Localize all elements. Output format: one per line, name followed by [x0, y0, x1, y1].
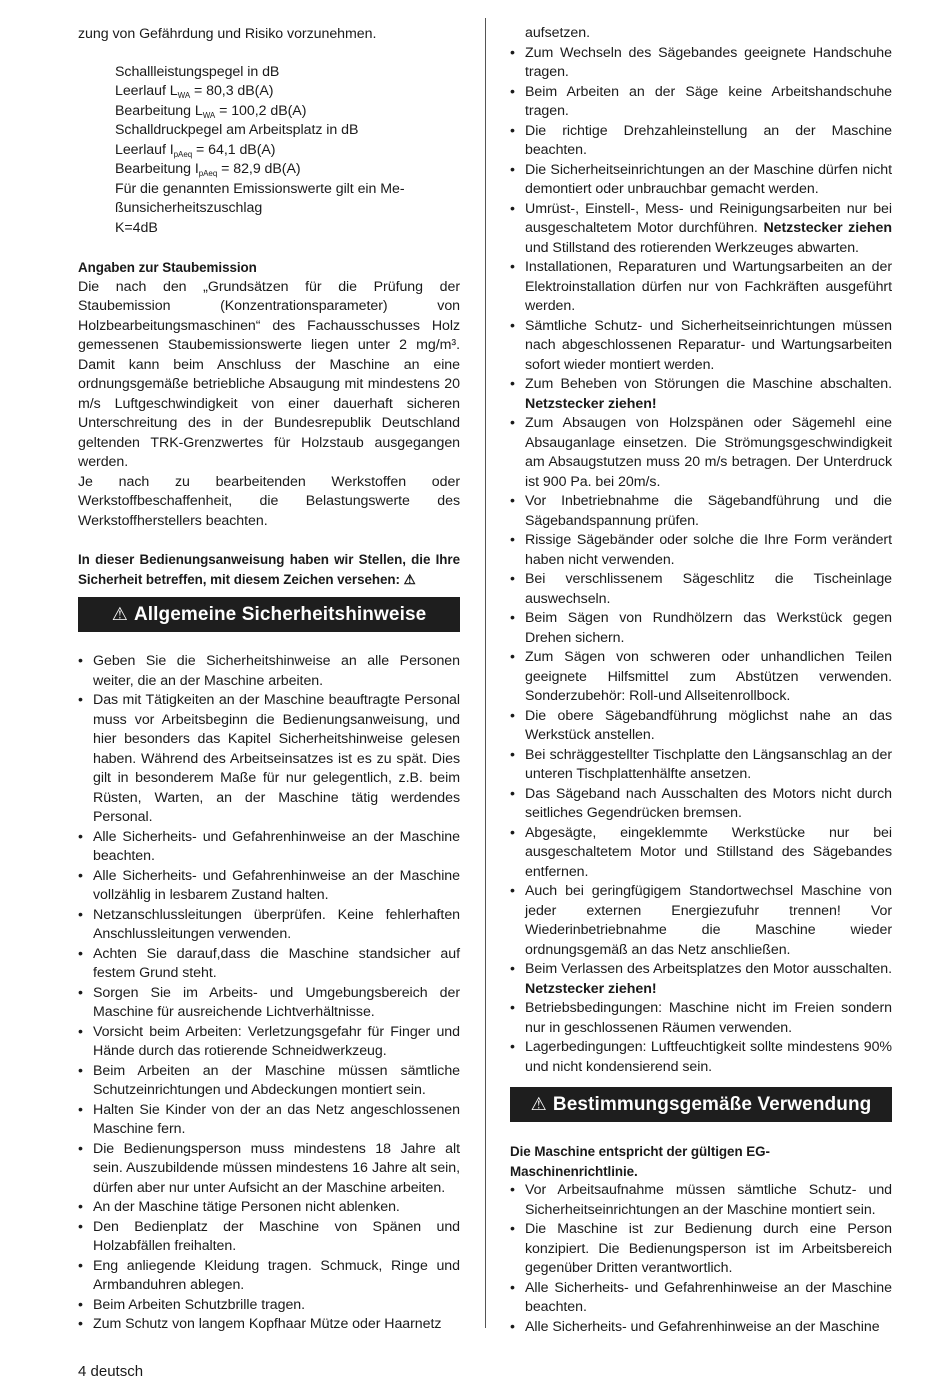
list-item: • Zum Schutz von langem Kopfhaar Mütze oder Haarnetz [78, 1315, 460, 1335]
intended-use-list [510, 1181, 892, 1337]
general-safety-banner [78, 597, 460, 632]
list-item: • Lagerbedingungen: Luftfeuchtigkeit sollte mindestens 90% und nicht kondensierend sein. [510, 1038, 892, 1077]
list-item: • An der Maschine tätige Personen nicht ablenken. [78, 1198, 460, 1218]
list-item: • Die Bedienungsperson muss mindestens 18 Jahre alt sein. Auszubildende müssen mindestens 16 Jahre alt sein, dürfen aber nur unter Aufsicht an der Maschine arbeiten. [78, 1140, 460, 1199]
list-item: • Sorgen Sie im Arbeits- und Umgebungsbereich der Maschine für ausreichende Lichtverhältnisse. [78, 984, 460, 1023]
list-item: • Rissige Sägebänder oder solche die Ihre Form verändert haben nicht verwenden. [510, 531, 892, 570]
list-item: • Auch bei geringfügigem Standortwechsel Maschine von jeder externen Energiezufuhr trennen! Vor Wiederinbetriebnahme die Maschine wieder ordnungsgemäß an das Netz anschließen. [510, 882, 892, 960]
list-item: • Beim Arbeiten an der Säge keine Arbeitshandschuhe tragen. [510, 83, 892, 122]
list-item: • Installationen, Reparaturen und Wartungsarbeiten an der Elektroinstallation dürfen nur von Fachkräften ausgeführt werden. [510, 258, 892, 317]
list-item: • Zum Beheben von Störungen die Maschine abschalten. Netzstecker ziehen! [510, 375, 892, 414]
noise-line: ßunsicherheitszuschlag [115, 200, 263, 216]
general-safety-list-continued [510, 44, 892, 1078]
list-item: • Die Sicherheitseinrichtungen an der Maschine dürfen nicht demontiert oder unbrauchbar gemacht werden. [510, 161, 892, 200]
list-item: • Netzanschlussleitungen überprüfen. Keine fehlerhaften Anschlussleitungen verwenden. [78, 906, 460, 945]
dust-section [78, 258, 460, 531]
noise-line: Bearbeitung $L_{WA} = 100,2$ dB(A) [115, 102, 307, 120]
dust-text: Die nach den „Grundsätzen für die Prüfung der Staubemission (Konzentrationsparameter) von Holzbearbeitungsmaschinen“ des Fachausschusses Holz gemessenen Staubemissionswerte liegen unter 2 mg/m³. Damit kann beim Anschluss der Maschine an eine ordnungsgemäße betriebliche Absaugung mit mindestens 20 m/s Luftgeschwindigkeit von einer dauerhaft sicheren Unterschreitung des in der Bundesrepublik Deutschland geltenden TRK-Grenzwertes für Holzstaub ausgegangen werden. [78, 278, 460, 470]
noise-line: Schalldruckpegel am Arbeitsplatz in dB [115, 122, 359, 138]
dust-text-2: Je nach zu bearbeitenden Werkstoffen oder Werkstoffbeschaffenheit, die Belastungswerte des Werkstoffherstellers beachten. [78, 473, 460, 529]
column-divider [485, 18, 486, 1328]
noise-line: Bearbeitung $I_{pAeq} = 82,9$ dB(A) [115, 161, 301, 178]
general-safety-list [78, 652, 460, 1335]
list-item: • Beim Arbeiten an der Maschine müssen sämtliche Schutzeinrichtungen und Abdeckungen montiert sein. [78, 1062, 460, 1101]
list-item: • Zum Sägen von schweren oder unhandlichen Teilen geeignete Hilfsmittel zum Abstützen verwenden. Sonderzubehör: Roll-und Allseitenrollbock. [510, 648, 892, 707]
warning-icon: ⚠ [530, 1094, 547, 1114]
noise-line: K=4dB [115, 219, 158, 236]
list-item: • Umrüst-, Einstell-, Mess- und Reinigungsarbeiten nur bei ausgeschaltetem Motor durchführen. Netzstecker ziehen und Stillstand des rotierenden Werkzeuges abwarten. [510, 200, 892, 259]
noise-line: Schallleistungspegel in dB [115, 63, 280, 80]
list-item: • Zum Absaugen von Holzspänen oder Sägemehl eine Absauganlage einsetzen. Die Strömungsgeschwindigkeit am Absaugstutzen muss 20 m/s betragen. Der Unterdruck ist 900 Pa. bei 20m/s. [510, 414, 892, 492]
list-item: • Die richtige Drehzahleinstellung an der Maschine beachten. [510, 122, 892, 161]
list-item: • Zum Wechseln des Sägebandes geeignete Handschuhe tragen. [510, 44, 892, 83]
list-item: • Die obere Sägebandführung möglichst nahe an das Werkstück anstellen. [510, 707, 892, 746]
list-item: • Beim Arbeiten Schutzbrille tragen. [78, 1296, 460, 1316]
left-column [78, 25, 460, 1335]
list-item: • Achten Sie darauf,dass die Maschine standsicher auf festem Grund steht. [78, 945, 460, 984]
list-item: • Beim Sägen von Rundhölzern das Werkstück gegen Drehen sichern. [510, 609, 892, 648]
banner-title: Allgemeine Sicherheitshinweise [133, 604, 427, 625]
safety-symbol-note: In dieser Bedienungsanweisung haben wir Stellen, die Ihre Sicherheit betreffen, mit diesem Zeichen versehen: ⚠ [78, 552, 460, 587]
noise-line: Leerlauf $I_{pAeq} = 64,1$ dB(A) [115, 141, 276, 159]
page-footer: 4 deutsch [78, 1363, 144, 1380]
list-item: • Alle Sicherheits- und Gefahrenhinweise an der Maschine vollzählig in lesbarem Zustand halten. [78, 867, 460, 906]
list-item: • Alle Sicherheits- und Gefahrenhinweise an der Maschine beachten. [78, 828, 460, 867]
right-column [510, 24, 892, 1337]
intro-line: zung von Gefährdung und Risiko vorzunehmen. [78, 26, 377, 42]
dust-heading: Angaben zur Staubemission [78, 260, 257, 275]
list-item: • Geben Sie die Sicherheitshinweise an alle Personen weiter, die an der Maschine arbeiten. [78, 652, 460, 691]
intended-use-banner [510, 1087, 892, 1122]
list-item: • Eng anliegende Kleidung tragen. Schmuck, Ringe und Armbanduhren ablegen. [78, 1257, 460, 1296]
intended-use-heading: Die Maschine entspricht der gültigen EG-Maschinenrichtlinie. [510, 1144, 770, 1179]
list-item: • Den Bedienplatz der Maschine von Spänen und Holzabfällen freihalten. [78, 1218, 460, 1257]
list-item: • Bei verschlissenem Sägeschlitz die Tischeinlage auswechseln. [510, 570, 892, 609]
noise-emission-block [115, 63, 460, 239]
list-item: • Vorsicht beim Arbeiten: Verletzungsgefahr für Finger und Hände durch das rotierende Schneidwerkzeug. [78, 1023, 460, 1062]
list-item: • Das Sägeband nach Ausschalten des Motors nicht durch seitliches Gegendrücken bremsen. [510, 785, 892, 824]
list-item: • Halten Sie Kinder von der an das Netz angeschlossenen Maschine fern. [78, 1101, 460, 1140]
list-item: • Das mit Tätigkeiten an der Maschine beauftragte Personal muss vor Arbeitsbeginn die Bedienungsanweisung, und hier besonders das Kapitel Sicherheitshinweise gelesen haben. Während des Arbeitseinsatzes ist es zu spät. Dies gilt in besonderem Maße für nur gelegentlich, z.B. beim Rüsten, Warten, an der Maschine tätig werdendes Personal. [78, 691, 460, 828]
list-item: • Die Maschine ist zur Bedienung durch eine Person konzipiert. Die Bedienungsperson ist im Arbeitsbereich gegenüber Dritten verantwortlich. [510, 1220, 892, 1279]
list-item: • Bei schräggestellter Tischplatte den Längsanschlag an der unteren Tischplattenhälfte ansetzen. [510, 746, 892, 785]
continued-line: aufsetzen. [525, 25, 590, 41]
list-item: • Beim Verlassen des Arbeitsplatzes den Motor ausschalten. Netzstecker ziehen! [510, 960, 892, 999]
list-item: • Vor Arbeitsaufnahme müssen sämtliche Schutz- und Sicherheitseinrichtungen an der Maschine montiert sein. [510, 1181, 892, 1220]
banner-title: Bestimmungsgemäße Verwendung [552, 1094, 872, 1115]
list-item: • Alle Sicherheits- und Gefahrenhinweise an der Maschine beachten. [510, 1279, 892, 1318]
warning-icon: ⚠ [111, 604, 128, 624]
list-item: • Betriebsbedingungen: Maschine nicht im Freien sondern nur in geschlossenen Räumen verwenden. [510, 999, 892, 1038]
noise-line: Leerlauf $L_{WA} = 80,3$ dB(A) [115, 83, 274, 100]
list-item: • Vor Inbetriebnahme die Sägebandführung und die Sägebandspannung prüfen. [510, 492, 892, 531]
list-item: • Alle Sicherheits- und Gefahrenhinweise an der Maschine [510, 1318, 892, 1338]
noise-line: Für die genannten Emissionswerte gilt ein Me- [115, 180, 405, 197]
list-item: • Abgesägte, eingeklemmte Werkstücke nur bei ausgeschaltetem Motor und Stillstand des Sägebandes entfernen. [510, 824, 892, 883]
list-item: • Sämtliche Schutz- und Sicherheitseinrichtungen müssen nach abgeschlossenen Reparatur- und Wartungsarbeiten sofort wieder montiert werden. [510, 317, 892, 376]
